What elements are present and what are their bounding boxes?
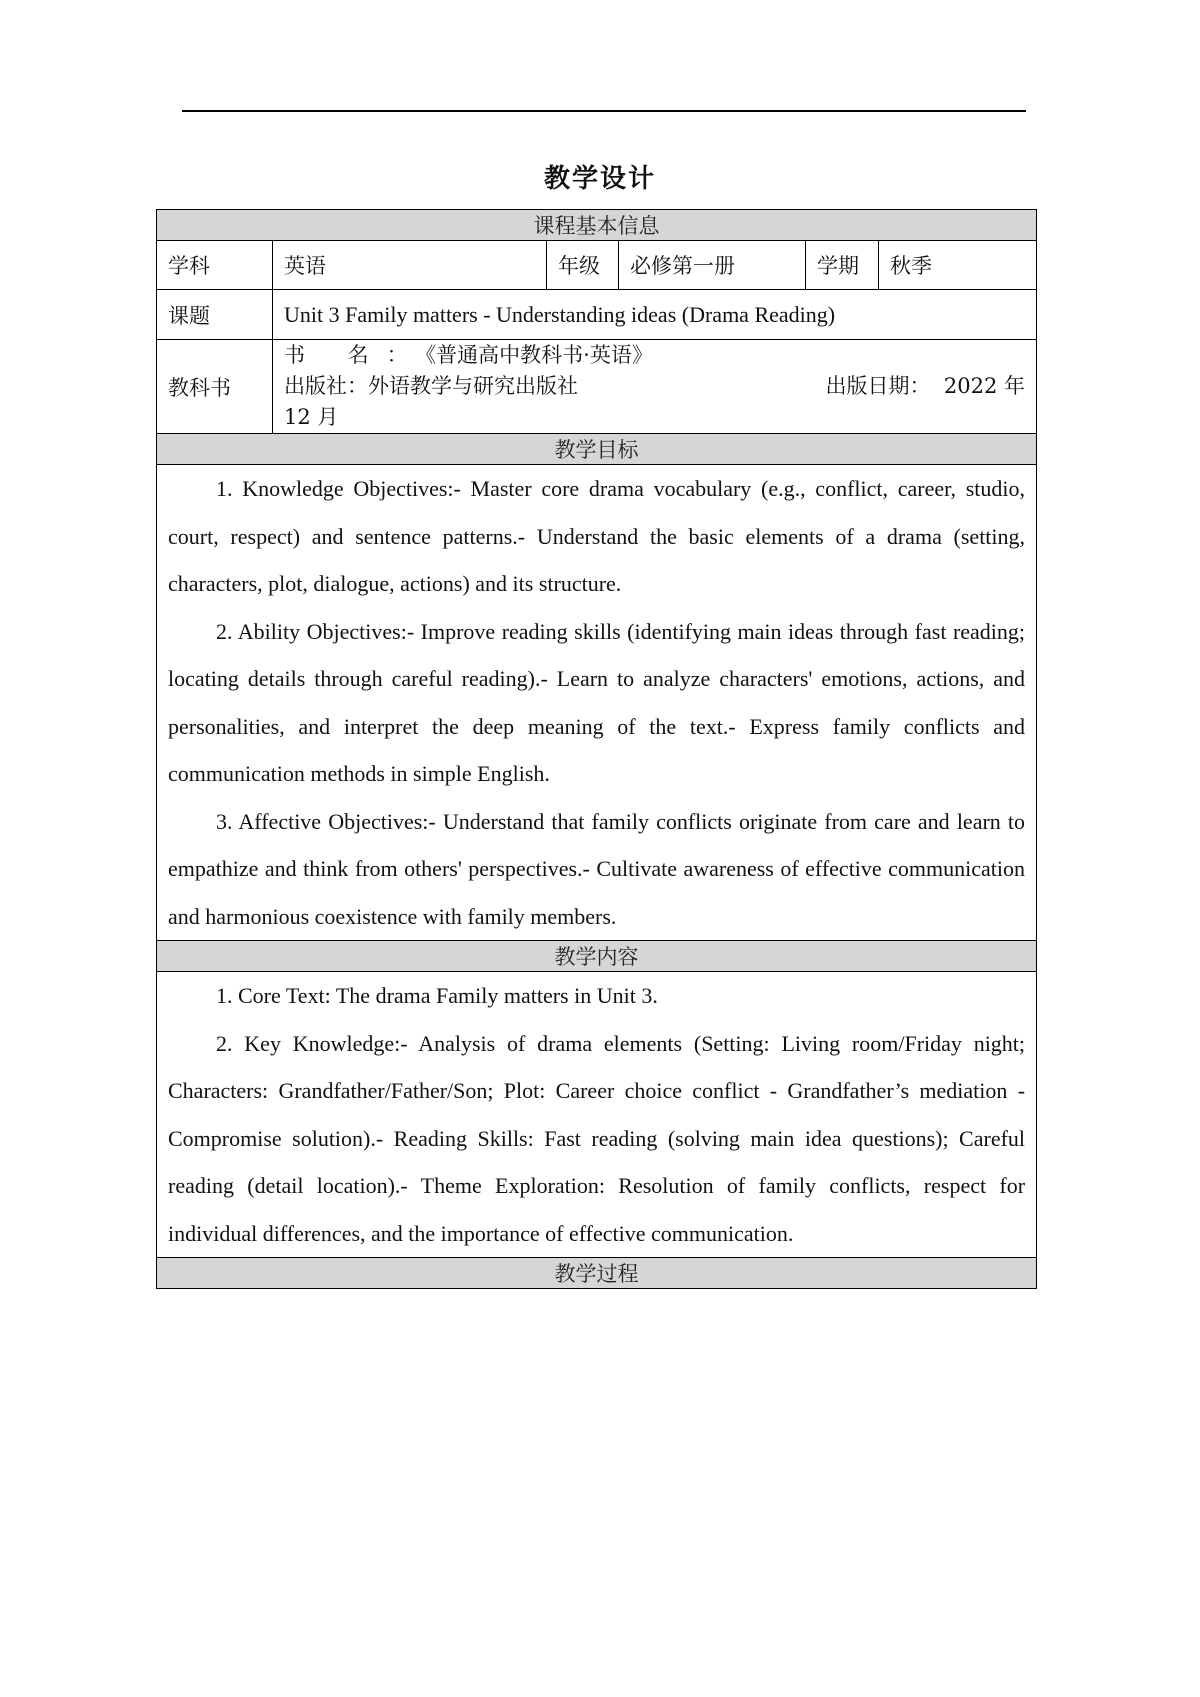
content-item: 2. Key Knowledge:- Analysis of drama elements (Setting: Living room/Friday night; Characters: Grandfather/Father/Son; Plot: Career choice conflict - Grandfather’s mediation - Compromise solution).- Reading Skills: Fast reading (solving main idea questions); Careful reading (detail location).- Theme Exploration: Resolution of family conflicts, respect for individual differences, and the importance of effective communication. <box>168 1030 1026 1246</box>
content-header: 教学内容 <box>157 941 1037 972</box>
subject-value: 英语 <box>273 241 547 290</box>
pub-date-month: 12 月 <box>284 405 339 429</box>
pub-date-label: 出版日期： <box>825 374 931 398</box>
publisher-line: 出版社：外语教学与研究出版社 <box>284 374 578 398</box>
book-name-value: 《普通高中教科书·英语》 <box>425 343 653 367</box>
pub-date <box>826 371 1025 402</box>
document-title: 教学设计 <box>543 164 656 194</box>
topic-label: 课题 <box>157 290 273 340</box>
objective-item: 2. Ability Objectives:- Improve reading skills (identifying main ideas through fast reading; locating details through careful reading).- Learn to analyze characters' emotions, actions, and personalities, and interpret the deep meaning of the text.- Express family conflicts and communication methods in simple English. <box>168 618 1026 786</box>
book-name-line <box>284 340 1025 371</box>
content-item: 1. Core Text: The drama Family matters in Unit 3. <box>216 983 658 1008</box>
publisher-line-row <box>284 371 1025 402</box>
objective-item: 3. Affective Objectives:- Understand that family conflicts originate from care and learn to empathize and think from others' perspectives.- Cultivate awareness of effective communication and harmonious coexistence with family members. <box>168 808 1026 929</box>
pub-date-value: 2022 年 <box>943 374 1026 398</box>
lesson-plan-table <box>156 209 1037 1289</box>
grade-value: 必修第一册 <box>619 241 806 290</box>
subject-label: 学科 <box>157 241 273 290</box>
content-body <box>157 972 1037 1258</box>
textbook-info <box>273 340 1037 434</box>
basic-info-header: 课程基本信息 <box>157 210 1037 241</box>
grade-label: 年级 <box>547 241 619 290</box>
objectives-body <box>157 465 1037 941</box>
topic-value: Unit 3 Family matters - Understanding ideas (Drama Reading) <box>273 290 1037 340</box>
objective-item: 1. Knowledge Objectives:- Master core drama vocabulary (e.g., conflict, career, studio, court, respect) and sentence patterns.- Understand the basic elements of a drama (setting, characters, plot, dialogue, actions) and its structure. <box>168 476 1026 596</box>
term-value: 秋季 <box>879 241 1037 290</box>
book-name-label: 书 名： <box>284 343 426 367</box>
header-rule <box>182 110 1026 112</box>
objectives-header: 教学目标 <box>157 434 1037 465</box>
textbook-label: 教科书 <box>157 340 273 434</box>
process-header: 教学过程 <box>157 1258 1037 1289</box>
term-label: 学期 <box>806 241 879 290</box>
